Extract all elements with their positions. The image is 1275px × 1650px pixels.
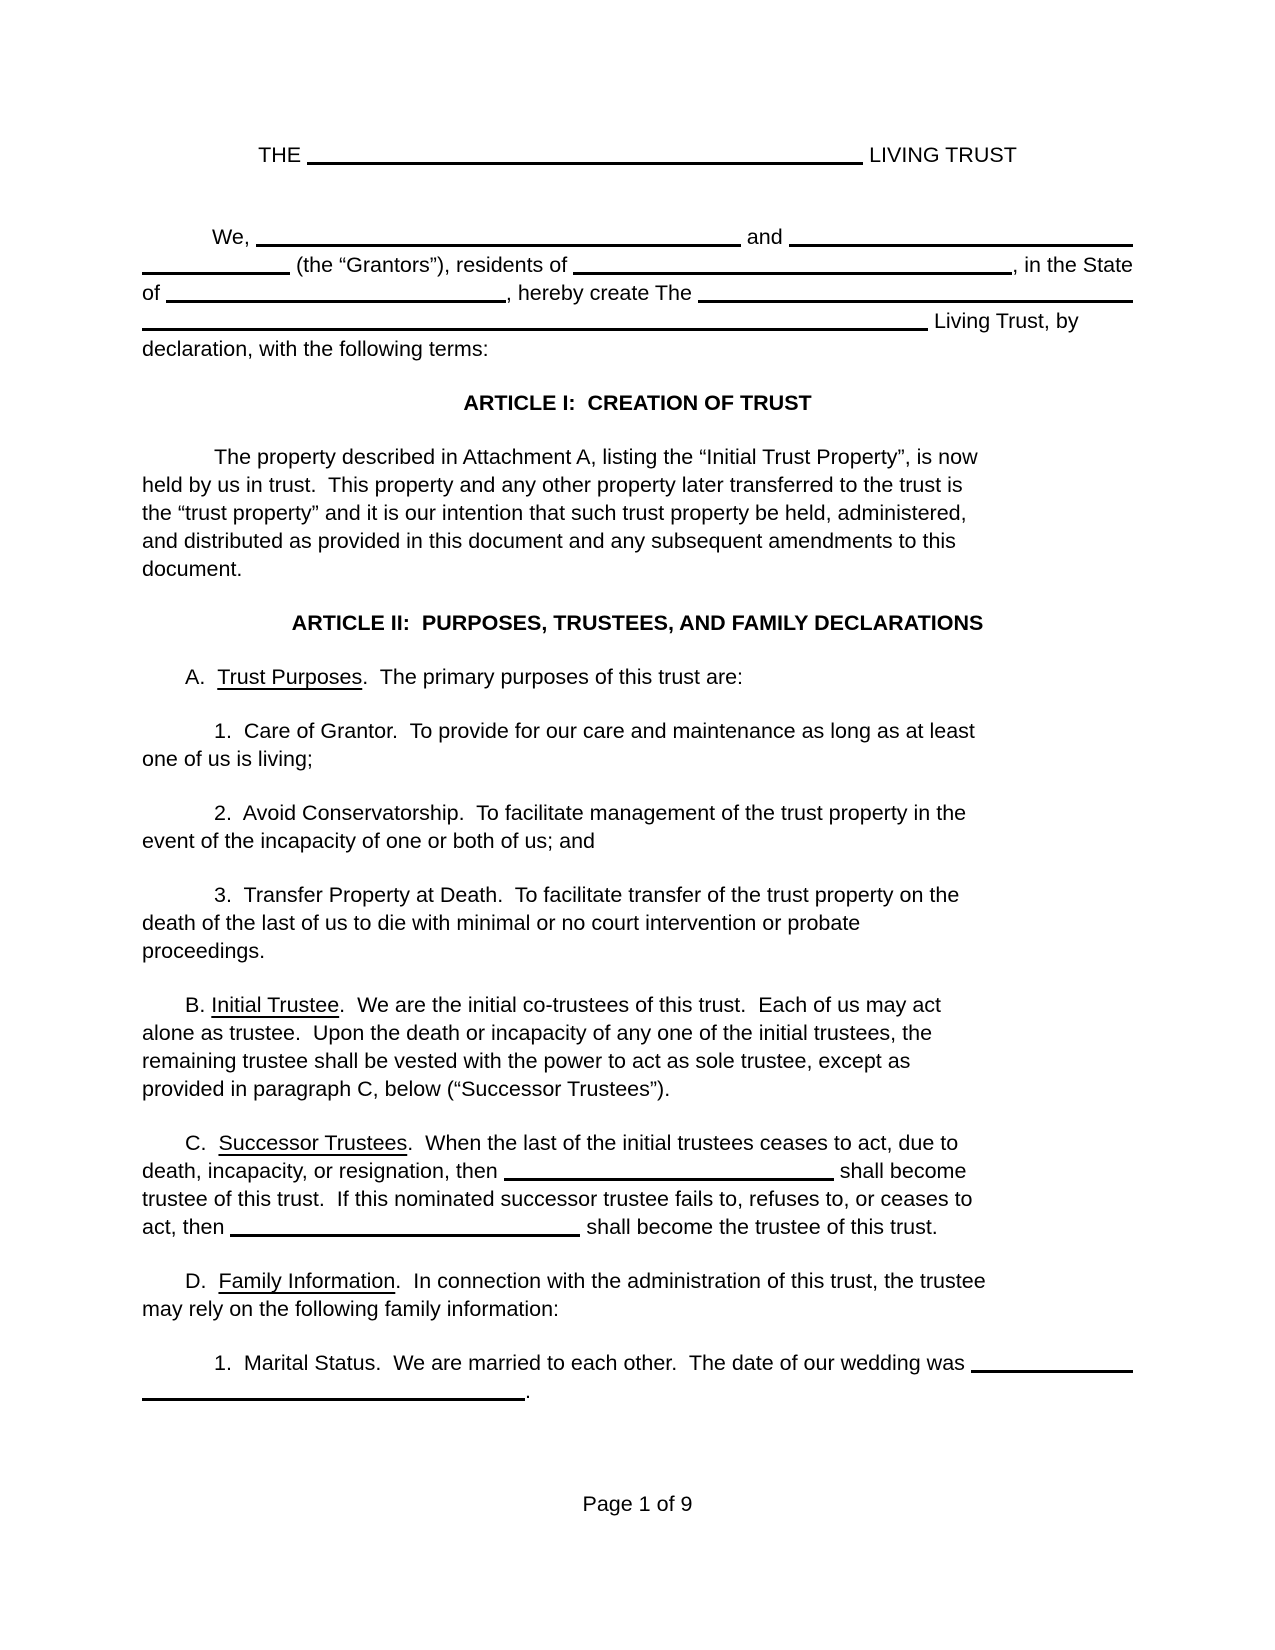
text-run: , hereby create The [505, 281, 698, 305]
text-run: The property described in Attachment A, listing the “Initial Trust Property”, is now [214, 445, 978, 469]
text-run: ARTICLE I: CREATION OF TRUST [463, 391, 812, 415]
text-line [142, 499, 1133, 527]
text-run: one of us is living; [142, 747, 313, 771]
text-run: . The primary purposes of this trust are: [362, 665, 744, 689]
text-run: and [740, 225, 789, 249]
text-run: provided in paragraph C, below (“Successor Trustees”). [142, 1077, 671, 1101]
text-line [142, 1047, 1133, 1075]
purpose-item-1 [142, 717, 1133, 773]
text-run: B. [185, 993, 212, 1017]
text-run: , in the State [1012, 253, 1133, 277]
text-line [142, 1157, 1133, 1185]
section-d-family-information [142, 1267, 1133, 1323]
text-run: shall become the trustee of this trust. [580, 1215, 938, 1239]
underlined-term: Family Information [218, 1269, 396, 1293]
text-line [142, 1129, 1133, 1157]
blank-field [230, 1234, 580, 1237]
section-b-initial-trustee [142, 991, 1133, 1103]
text-run: document. [142, 557, 243, 581]
text-line [142, 827, 1133, 855]
text-run: death of the last of us to die with minimal or no court intervention or probate [142, 911, 861, 935]
text-line [142, 443, 1133, 471]
text-line [142, 1075, 1133, 1103]
text-run: ARTICLE II: PURPOSES, TRUSTEES, AND FAMILY DECLARATIONS [291, 611, 984, 635]
text-line [142, 389, 1133, 417]
trust-title [142, 141, 1133, 169]
text-line [142, 663, 1133, 691]
text-line [142, 307, 1133, 335]
text-run: 3. Transfer Property at Death. To facilitate transfer of the trust property on the [214, 883, 960, 907]
text-run: the “trust property” and it is our intention that such trust property be held, administered, [142, 501, 967, 525]
blank-field [698, 300, 1133, 303]
purpose-item-2 [142, 799, 1133, 855]
text-run: act, then [142, 1215, 231, 1239]
text-run: D. [185, 1269, 219, 1293]
text-line [142, 223, 1133, 251]
blank-field [256, 244, 741, 247]
underlined-term: Trust Purposes [217, 665, 363, 689]
text-line [142, 335, 1133, 363]
text-line [142, 937, 1133, 965]
underlined-term: Initial Trustee [211, 993, 340, 1017]
text-run: alone as trustee. Upon the death or incapacity of any one of the initial trustees, the [142, 1021, 933, 1045]
text-run: . [525, 1379, 531, 1403]
blank-field [142, 1398, 525, 1401]
text-run: C. [185, 1131, 219, 1155]
tab-indent [142, 690, 185, 691]
text-run: may rely on the following family information: [142, 1297, 560, 1321]
text-run: 1. Care of Grantor. To provide for our care and maintenance as long as at least [214, 719, 975, 743]
text-run: remaining trustee shall be vested with the power to act as sole trustee, except as [142, 1049, 911, 1073]
text-run: . We are the initial co-trustees of this trust. Each of us may act [339, 993, 942, 1017]
underlined-term: Successor Trustees [218, 1131, 408, 1155]
blank-field [789, 244, 1133, 247]
text-run: Living Trust, by [928, 309, 1079, 333]
text-run: declaration, with the following terms: [142, 337, 489, 361]
blank-field [142, 272, 290, 275]
text-run: A. [185, 665, 218, 689]
text-line [142, 1019, 1133, 1047]
text-line [142, 745, 1133, 773]
article-1-heading [142, 389, 1133, 417]
text-line [142, 1213, 1133, 1241]
text-run: held by us in trust. This property and any other property later transferred to the trust is [142, 473, 963, 497]
text-line [142, 991, 1133, 1019]
text-run: (the “Grantors”), residents of [290, 253, 574, 277]
family-item-1-marital-status [142, 1349, 1133, 1405]
tab-indent [142, 1376, 214, 1377]
text-run: of [142, 281, 166, 305]
text-line [142, 1267, 1133, 1295]
text-line [142, 251, 1133, 279]
text-run: event of the incapacity of one or both of us; and [142, 829, 596, 853]
text-line [142, 1185, 1133, 1213]
blank-field [307, 162, 863, 165]
text-line [142, 555, 1133, 583]
blank-field [971, 1370, 1133, 1373]
blank-field [573, 272, 1012, 275]
text-run: LIVING TRUST [863, 143, 1017, 167]
blank-field [142, 328, 928, 331]
purpose-item-3 [142, 881, 1133, 965]
text-run: 2. Avoid Conservatorship. To facilitate management of the trust property in the [214, 801, 967, 825]
text-line [142, 717, 1133, 745]
blank-field [504, 1178, 834, 1181]
article-1-body [142, 443, 1133, 583]
text-line [142, 881, 1133, 909]
text-run: We, [212, 225, 256, 249]
text-line [142, 471, 1133, 499]
text-run: THE [258, 143, 308, 167]
text-run: 1. Marital Status. We are married to each other. The date of our wedding was [214, 1351, 971, 1375]
tab-indent [142, 250, 212, 251]
page-footer: Page 1 of 9 [582, 1492, 693, 1516]
text-line [142, 279, 1133, 307]
text-run: proceedings. [142, 939, 266, 963]
blank-field [166, 300, 506, 303]
text-line [142, 909, 1133, 937]
article-2-heading [142, 609, 1133, 637]
intro-paragraph [142, 223, 1133, 363]
text-run: . When the last of the initial trustees ceases to act, due to [407, 1131, 959, 1155]
text-line [142, 1377, 1133, 1405]
text-run: and distributed as provided in this document and any subsequent amendments to this [142, 529, 956, 553]
text-line [142, 1349, 1133, 1377]
text-line [142, 799, 1133, 827]
text-line [142, 527, 1133, 555]
section-c-successor-trustees [142, 1129, 1133, 1241]
text-line [142, 609, 1133, 637]
text-run: death, incapacity, or resignation, then [142, 1159, 504, 1183]
text-run: shall become [833, 1159, 967, 1183]
text-run: . In connection with the administration of this trust, the trustee [395, 1269, 986, 1293]
section-a-trust-purposes [142, 663, 1133, 691]
text-line [142, 141, 1133, 169]
text-run: trustee of this trust. If this nominated successor trustee fails to, refuses to, or ceases to [142, 1187, 973, 1211]
text-line [142, 1295, 1133, 1323]
